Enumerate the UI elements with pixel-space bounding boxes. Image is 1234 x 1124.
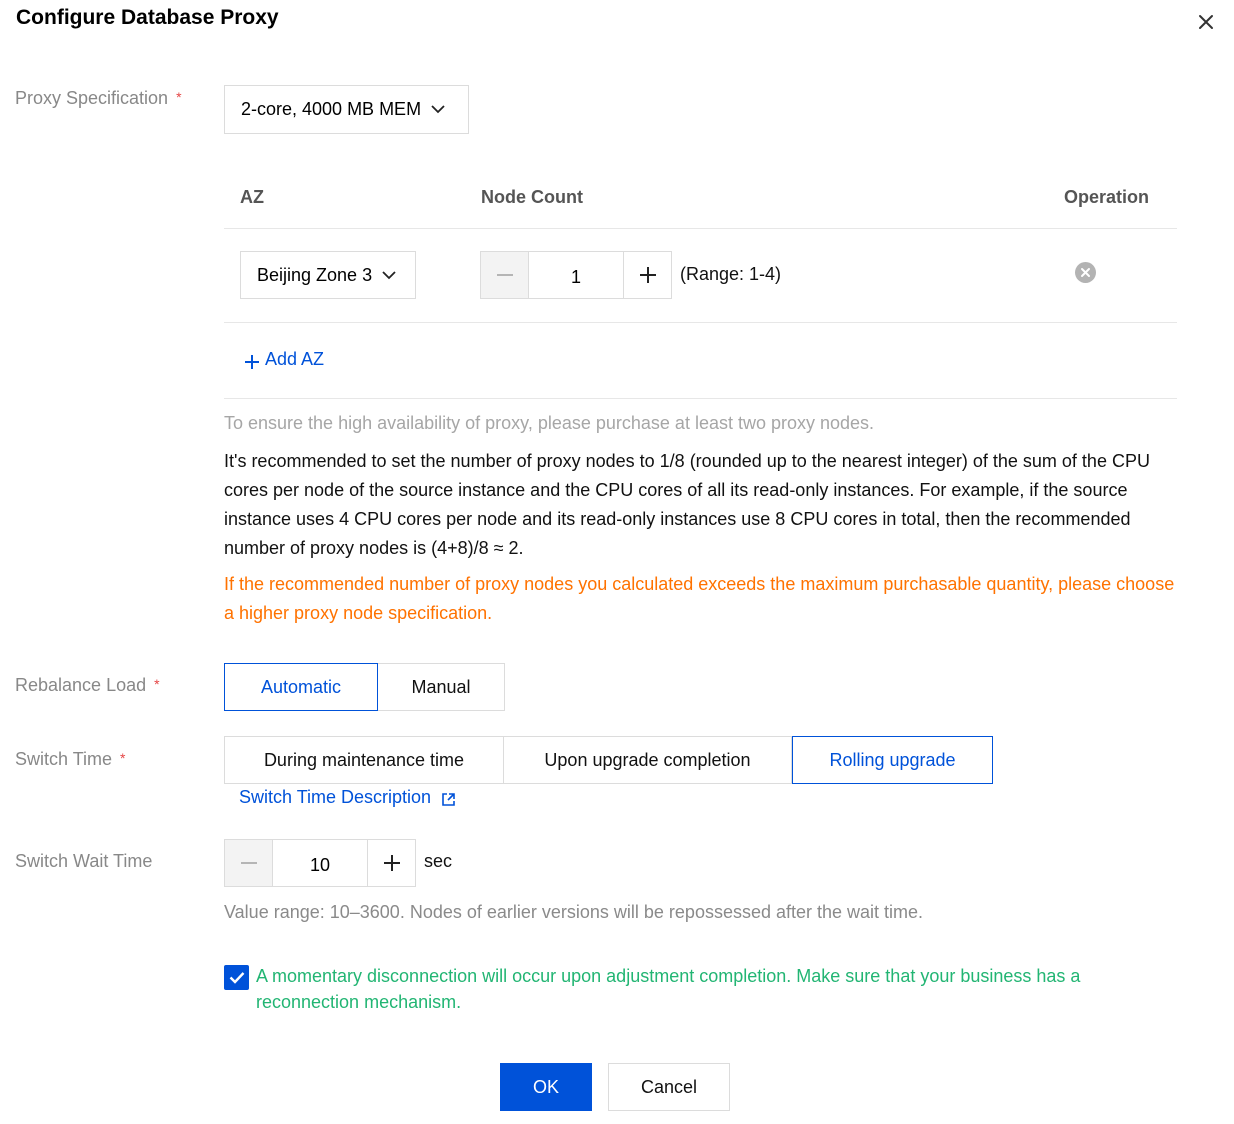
close-icon[interactable] (1198, 14, 1214, 30)
operation-column-header: Operation (1064, 187, 1150, 207)
proxy-spec-select[interactable] (224, 85, 469, 134)
proxy-spec-value: 2-core, 4000 MB MEM (241, 99, 422, 119)
node-count-column-header: Node Count (481, 187, 583, 207)
checkmark-icon (229, 971, 245, 984)
proxy-spec-label-text: Proxy Specification (15, 88, 169, 108)
rebalance-label-text: Rebalance Load (15, 675, 147, 695)
availability-hint: To ensure the high availability of proxy, please purchase at least two proxy nodes. (224, 413, 875, 433)
switch-time-description-link[interactable] (239, 787, 456, 808)
rebalance-option-manual[interactable]: Manual (378, 663, 505, 711)
required-mark: * (154, 676, 160, 692)
warning-text: If the recommended number of proxy nodes you calculated exceeds the maximum purchasable quantity, please choose a higher proxy node specification. (224, 574, 1175, 623)
switch-time-segmented-control[interactable] (224, 736, 993, 784)
node-count-range: (Range: 1-4) (680, 264, 782, 284)
rebalance-label (15, 675, 160, 696)
rebalance-option-automatic[interactable]: Automatic (224, 663, 378, 711)
required-mark: * (176, 89, 182, 105)
increment-button[interactable] (623, 252, 671, 298)
switch-time-option-rolling-upgrade[interactable]: Rolling upgrade (792, 736, 993, 784)
ok-button[interactable]: OK (500, 1063, 592, 1111)
chevron-down-icon (382, 271, 396, 280)
decrement-button[interactable] (481, 252, 529, 298)
switch-time-label (15, 749, 125, 770)
chevron-down-icon (431, 105, 445, 114)
az-select[interactable] (240, 251, 416, 299)
az-column-header: AZ (240, 187, 264, 207)
switch-time-option-upgrade-completion[interactable]: Upon upgrade completion (504, 736, 792, 784)
plus-icon (640, 267, 656, 283)
increment-button[interactable] (367, 840, 415, 886)
switch-wait-time-input[interactable]: 10 (309, 854, 331, 875)
table-header-divider (224, 228, 1177, 229)
table-row-divider (224, 322, 1177, 323)
switch-wait-time-stepper[interactable] (224, 839, 416, 887)
plus-icon (245, 355, 259, 369)
switch-wait-time-unit: sec (424, 851, 453, 871)
table-bottom-divider (224, 398, 1177, 399)
decrement-button[interactable] (225, 840, 273, 886)
switch-wait-time-hint: Value range: 10–3600. Nodes of earlier versions will be repossessed after the wait time. (224, 902, 924, 922)
proxy-spec-label (15, 88, 182, 109)
rebalance-segmented-control[interactable] (224, 663, 505, 711)
minus-icon (497, 274, 513, 276)
remove-az-button[interactable] (1075, 262, 1096, 283)
az-select-value: Beijing Zone 3 (257, 264, 373, 285)
add-az-button[interactable] (245, 349, 324, 370)
node-count-stepper[interactable] (480, 251, 672, 299)
recommendation-text: It's recommended to set the number of proxy nodes to 1/8 (rounded up to the nearest integer) of the sum of the CPU cores per node of the source instance and the CPU cores of all its read-only instances. For example, if the source instance uses 4 CPU cores per node and its read-only instances use 8 CPU cores in total, then the recommended number of proxy nodes is (4+8)/8 ≈ 2. (224, 451, 1150, 558)
confirm-checkbox[interactable] (224, 965, 249, 990)
switch-wait-time-label: Switch Wait Time (15, 851, 153, 871)
close-button[interactable] (1192, 8, 1220, 36)
plus-icon (384, 855, 400, 871)
switch-time-description-text: Switch Time Description (239, 787, 432, 807)
add-az-label: Add AZ (265, 349, 325, 369)
minus-icon (241, 862, 257, 864)
required-mark: * (120, 750, 126, 766)
dialog-title: Configure Database Proxy (16, 6, 279, 29)
external-link-icon (441, 792, 456, 807)
node-count-input[interactable]: 1 (570, 266, 581, 287)
confirm-text: A momentary disconnection will occur upon adjustment completion. Make sure that your business has a reconnection mechanism. (256, 966, 1081, 1012)
cancel-button[interactable]: Cancel (608, 1063, 730, 1111)
close-circle-icon[interactable] (1075, 262, 1096, 283)
switch-time-option-maintenance[interactable]: During maintenance time (224, 736, 504, 784)
switch-time-label-text: Switch Time (15, 749, 113, 769)
